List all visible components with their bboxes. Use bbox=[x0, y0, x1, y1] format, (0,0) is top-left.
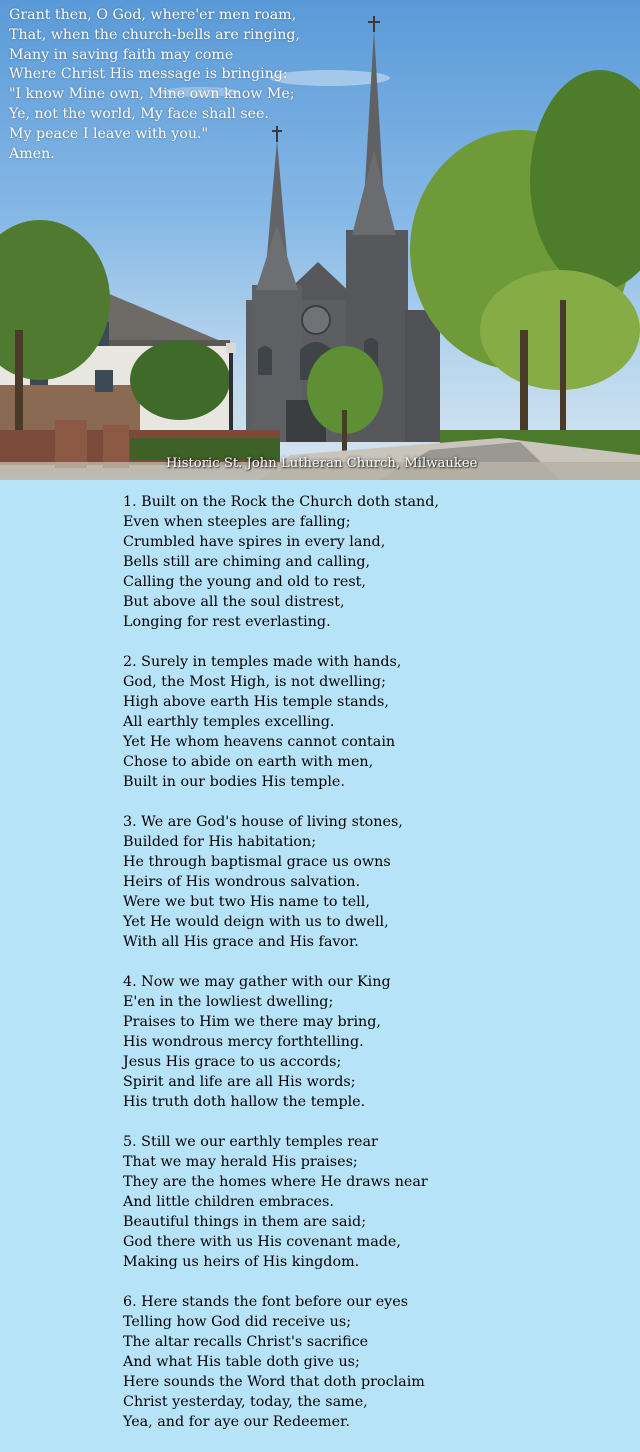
stanza-5 bbox=[123, 1132, 623, 1272]
stanza-line: God, the Most High, is not dwelling; bbox=[123, 674, 386, 690]
stanza-line: Making us heirs of His kingdom. bbox=[123, 1254, 360, 1270]
stanza-2 bbox=[123, 652, 623, 792]
stanza-line: Praises to Him we there may bring, bbox=[123, 1014, 381, 1030]
hero-photo bbox=[0, 0, 640, 480]
stanza-line: Christ yesterday, today, the same, bbox=[123, 1394, 368, 1410]
hymn-text bbox=[123, 492, 623, 1452]
stanza-line: Yet He whom heavens cannot contain bbox=[123, 734, 396, 750]
stanza-line: 3. We are God's house of living stones, bbox=[123, 814, 403, 830]
stanza-line: 6. Here stands the font before our eyes bbox=[123, 1294, 409, 1310]
verse-line: That, when the church-bells are ringing, bbox=[9, 26, 301, 43]
stanza-line: 2. Surely in temples made with hands, bbox=[123, 654, 402, 670]
stanza-line: All earthly temples excelling. bbox=[123, 714, 335, 730]
stanza-line: Jesus His grace to us accords; bbox=[123, 1054, 342, 1070]
stanza-line: High above earth His temple stands, bbox=[123, 694, 389, 710]
stanza-line: Builded for His habitation; bbox=[123, 834, 317, 850]
stanza-1 bbox=[123, 492, 623, 632]
stanza-line: The altar recalls Christ's sacrifice bbox=[123, 1334, 369, 1350]
stanza-line: Beautiful things in them are said; bbox=[123, 1214, 367, 1230]
verse-line: My peace I leave with you." bbox=[9, 125, 209, 142]
photo-caption: Historic St. John Lutheran Church, Milwaukee bbox=[166, 456, 478, 471]
stanza-4 bbox=[123, 972, 623, 1112]
stanza-line: E'en in the lowliest dwelling; bbox=[123, 994, 334, 1010]
stanza-line: 1. Built on the Rock the Church doth stand, bbox=[123, 494, 439, 510]
stanza-line: But above all the soul distrest, bbox=[123, 594, 345, 610]
stanza-line: Chose to abide on earth with men, bbox=[123, 754, 374, 770]
verse-line: "I know Mine own, Mine own know Me; bbox=[9, 86, 295, 103]
stanza-line: Yea, and for aye our Redeemer. bbox=[123, 1414, 350, 1430]
stanza-line: His truth doth hallow the temple. bbox=[123, 1094, 366, 1110]
verse-line: Many in saving faith may come bbox=[9, 46, 234, 63]
stanza-line: God there with us His covenant made, bbox=[123, 1234, 401, 1250]
stanza-line: That we may herald His praises; bbox=[123, 1154, 358, 1170]
stanza-line: Yet He would deign with us to dwell, bbox=[123, 914, 389, 930]
stanza-line: Heirs of His wondrous salvation. bbox=[123, 874, 361, 890]
stanza-3 bbox=[123, 812, 623, 952]
stanza-line: He through baptismal grace us owns bbox=[123, 854, 391, 870]
stanza-line: Built in our bodies His temple. bbox=[123, 774, 345, 790]
stanza-6 bbox=[123, 1292, 623, 1432]
stanza-line: Were we but two His name to tell, bbox=[123, 894, 370, 910]
stanza-line: His wondrous mercy forthtelling. bbox=[123, 1034, 364, 1050]
stanza-line: Spirit and life are all His words; bbox=[123, 1074, 356, 1090]
stanza-line: Telling how God did receive us; bbox=[123, 1314, 352, 1330]
stanza-line: Longing for rest everlasting. bbox=[123, 614, 331, 630]
stanza-line: Even when steeples are falling; bbox=[123, 514, 351, 530]
stanza-line: They are the homes where He draws near bbox=[123, 1174, 428, 1190]
verse-overlay bbox=[9, 6, 300, 164]
verse-line: Grant then, O God, where'er men roam, bbox=[9, 7, 297, 23]
stanza-line: Calling the young and old to rest, bbox=[123, 574, 366, 590]
stanza-line: 5. Still we our earthly temples rear bbox=[123, 1134, 378, 1150]
stanza-line: Bells still are chiming and calling, bbox=[123, 554, 371, 570]
stanza-line: Crumbled have spires in every land, bbox=[123, 534, 386, 550]
stanza-line: 4. Now we may gather with our King bbox=[123, 974, 391, 990]
stanza-line: With all His grace and His favor. bbox=[123, 934, 359, 950]
stanza-line: Here sounds the Word that doth proclaim bbox=[123, 1374, 425, 1390]
stanza-line: And what His table doth give us; bbox=[123, 1354, 360, 1370]
stanza-line: And little children embraces. bbox=[123, 1194, 334, 1210]
verse-line: Ye, not the world, My face shall see. bbox=[9, 105, 269, 122]
verse-line: Amen. bbox=[9, 145, 55, 162]
verse-line: Where Christ His message is bringing: bbox=[9, 66, 288, 83]
